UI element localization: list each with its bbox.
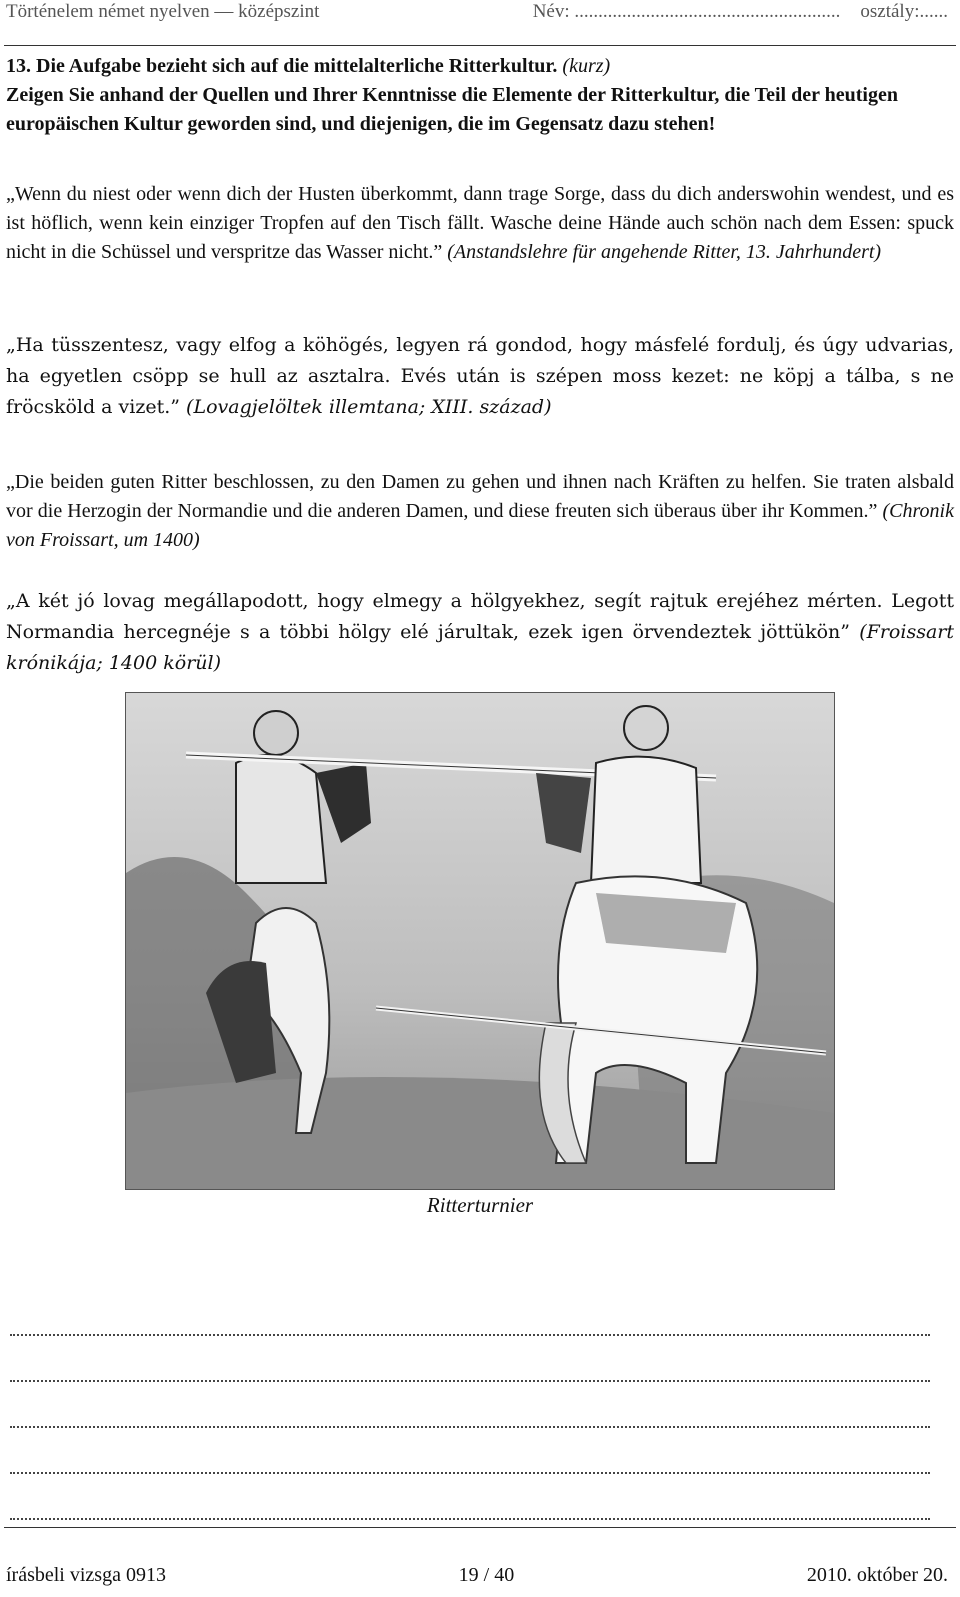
answer-line[interactable] [10,1382,930,1428]
header-name-field: Név: ........................................................ [532,1,841,22]
footer-date: 2010. október 20. [806,1564,948,1586]
source-4 [6,586,954,679]
page-footer [6,1564,948,1587]
figure-caption: Ritterturnier [426,1193,534,1217]
source-1-citation: (Anstandslehre für angehende Ritter, 13. Jahrhundert) [447,241,882,263]
footer-rule [4,1527,956,1528]
source-4-text: „A két jó lovag megállapodott, hogy elmegy a hölgyekhez, segít rajtuk erejéhez mérten. Legott Normandia hercegnéje s a többi hölgy elé járultak, ezek igen örvendeztek jöttükön” [6,590,954,643]
source-4-citation: (Froissart krónikája; 1400 körül) [6,621,954,674]
header-rule [4,45,956,46]
answer-area[interactable] [10,1290,930,1520]
answer-line[interactable] [10,1336,930,1382]
source-2-text: „Ha tüsszentesz, vagy elfog a köhögés, legyen rá gondod, hogy másfelé fordulj, és úgy udvarias, ha egyetlen csöpp se hull az asztalra. Evés után is szépen moss kezet: ne köpj a tálba, s ne fröcsköld a vizet.” [6,334,954,418]
task-tag: (kurz) [562,55,611,77]
header-name-class [533,1,948,23]
header-subject: Történelem német nyelven — középszint [6,1,320,22]
source-1 [6,180,954,267]
task-block [6,52,954,139]
footer-page-number: 19 / 40 [458,1564,515,1586]
answer-line[interactable] [10,1474,930,1520]
answer-line[interactable] [10,1428,930,1474]
source-3-citation: (Chronik von Froissart, um 1400) [6,500,954,551]
source-3-text: „Die beiden guten Ritter beschlossen, zu den Damen zu gehen und ihnen nach Kräften zu helfen. Sie traten alsbald vor die Herzogin der Normandie und die anderen Damen, und diese freuten sich überaus über ihr Kommen.” [6,471,954,522]
tournament-drawing [126,693,834,1189]
source-2-citation: (Lovagjelöltek illemtana; XIII. század) [186,396,552,418]
page-header [6,0,948,24]
header-class-field: osztály:...... [860,1,948,22]
source-1-text: „Wenn du niest oder wenn dich der Husten überkommt, dann trage Sorge, dass du dich anderswohin wendest, und es ist höflich, wenn kein einziger Tropfen auf den Tisch fällt. Wasche deine Hände auch schön nach dem Essen: spuck nicht in die Schüssel und verspritze das Wasser nicht.” [6,183,954,263]
task-heading: 13. Die Aufgabe bezieht sich auf die mittelalterliche Ritterkultur. [6,55,558,77]
tournament-illustration [125,692,835,1190]
source-2 [6,330,954,423]
source-3 [6,468,954,555]
answer-line[interactable] [10,1290,930,1336]
task-instruction: Zeigen Sie anhand der Quellen und Ihrer Kenntnisse die Elemente der Ritterkultur, die Teil der heutigen europäischen Kultur geworden sind, und diejenigen, die im Gegensatz dazu stehen! [6,84,898,135]
footer-exam: írásbeli vizsga 0913 [6,1564,166,1586]
